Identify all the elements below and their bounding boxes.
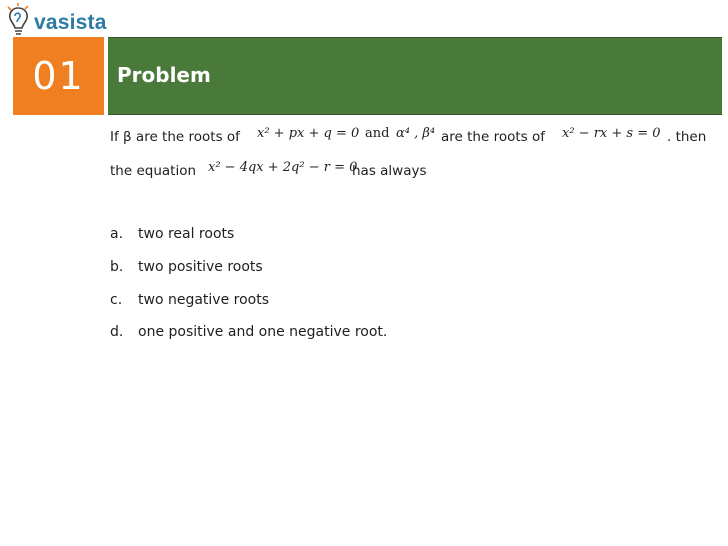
question-line1-text-b: are the roots of — [441, 129, 545, 145]
slide-title: Problem — [117, 63, 211, 87]
slide-number-box — [13, 37, 104, 115]
question-line2-text-b: has always — [352, 163, 427, 179]
option-b — [110, 259, 263, 275]
equation-2: x² − rx + s = 0 — [562, 126, 661, 141]
question-line1-text-a: If β are the roots of — [110, 129, 240, 145]
option-letter: b. — [110, 259, 124, 275]
slide-number: 01 — [32, 54, 85, 98]
option-a — [110, 226, 234, 242]
option-d — [110, 324, 387, 340]
question-line2-text-a: the equation — [110, 163, 197, 179]
equation-1: x² + px + q = 0 — [257, 126, 360, 141]
title-bar — [108, 37, 722, 115]
option-text: two positive roots — [138, 259, 263, 275]
equation-1b: α⁴ , β⁴ — [396, 126, 436, 141]
option-letter: d. — [110, 324, 124, 340]
lightbulb-icon — [4, 2, 38, 38]
option-text: two real roots — [138, 226, 235, 242]
and-word: and — [365, 126, 390, 141]
option-letter: a. — [110, 226, 124, 242]
question-line1-text-c: . then — [667, 129, 707, 145]
option-c — [110, 292, 269, 308]
option-letter: c. — [110, 292, 123, 308]
option-text: two negative roots — [138, 292, 269, 308]
brand-logo — [4, 2, 114, 38]
brand-name: vasista — [34, 11, 107, 34]
option-text: one positive and one negative root. — [138, 324, 388, 340]
equation-3: x² − 4qx + 2q² − r = 0 — [208, 160, 358, 175]
